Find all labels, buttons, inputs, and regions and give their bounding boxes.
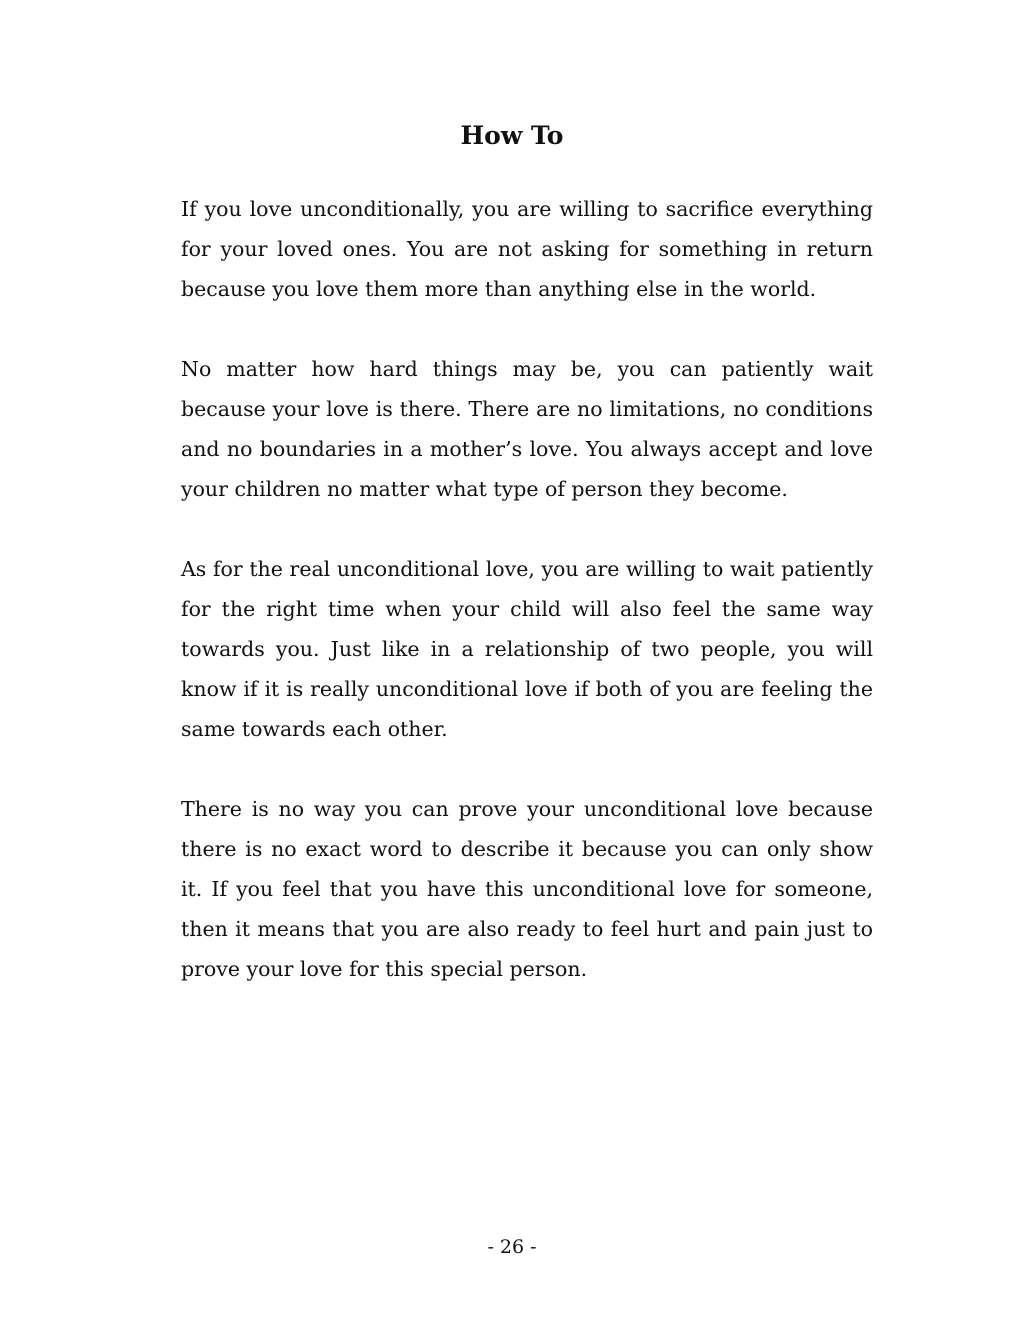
paragraph-2: No matter how hard things may be, you can patiently wait because your love is there. There are no limitations, no conditions and no boundaries in a mother’s love. You always accept and love your children no matter what type of person they become. (181, 357, 873, 501)
paragraph-1: If you love unconditionally, you are willing to sacrifice everything for your loved ones. You are not asking for something in return because you love them more than anything else in the world. (181, 197, 873, 301)
paragraph-3: As for the real unconditional love, you are willing to wait patiently for the right time when your child will also feel the same way towards you. Just like in a relationship of two people, you will know if it is really unconditional love if both of you are feeling the same towards each other. (181, 557, 873, 741)
body-text (181, 189, 873, 1029)
paragraph-4: There is no way you can prove your unconditional love because there is no exact word to describe it because you can only show it. If you feel that you have this unconditional love for someone, then it means that you are also ready to feel hurt and pain just to prove your love for this special person. (181, 797, 873, 981)
page-number: - 26 - (487, 1236, 537, 1258)
page-title: How To (460, 121, 564, 150)
